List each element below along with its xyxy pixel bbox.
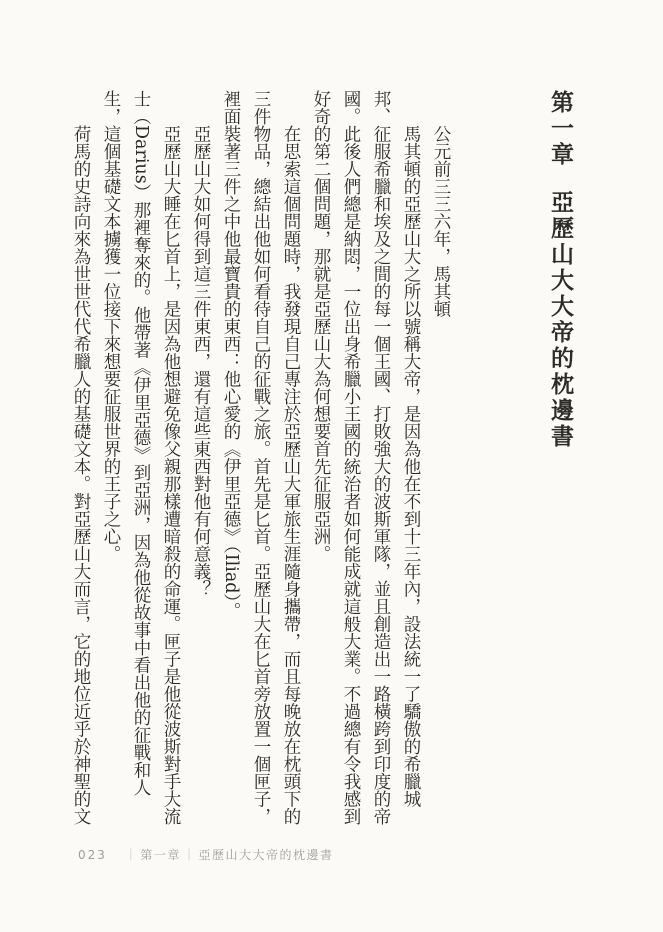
body-text: [66, 90, 456, 826]
body-paragraph: 馬其頓的亞歷山大之所以號稱大帝，是因為他在不到十三年內，設法統一了驕傲的希臘城邦、征服希臘和埃及之間的每一個王國、打敗強大的波斯軍隊，並且創造出一路橫跨到印度的帝國。此後人們總是納悶，一位出身希臘小王國的統治者如何能成就這般大業。不過總有令我感到好奇的第二個問題，那就是亞歷山大為何想要首先征服亞洲。: [311, 90, 421, 825]
page-footer: [78, 846, 333, 863]
body-paragraph: 亞歷山大如何得到這三件東西，還有這些東西對他有何意義？: [191, 125, 211, 598]
footer-separator: ｜: [124, 848, 139, 862]
chapter-number: 第一章: [547, 90, 574, 168]
body-paragraph: 在思索這個問題時，我發現自己專注於亞歷山大軍旅生涯隨身攜帶，而且每晚放在枕頭下的三件物品，總結出他如何看待自己的征戰之旅。首先是匕首。亞歷山大在匕首旁放置一個匣子，裡面裝著三件之中他最寶貴的東西：他心愛的《伊里亞德》（Iliad）。: [221, 90, 301, 825]
footer-separator: ｜: [182, 848, 197, 862]
footer-chapter-title: 亞歷山大大帝的枕邊書: [198, 848, 334, 862]
footer-chapter-label: 第一章: [140, 848, 181, 862]
chapter-title: 亞歷山大大帝的枕邊書: [547, 189, 574, 450]
page-number: 023: [78, 848, 107, 862]
body-paragraph: 荷馬的史詩向來為世世代代希臘人的基礎文本。對亞歷山大而言，它的地位近乎於神聖的文: [71, 125, 91, 825]
chapter-heading: [544, 90, 577, 826]
dateline: 公元前三三六年，馬其頓: [431, 125, 451, 318]
body-paragraph: 亞歷山大睡在匕首上，是因為他想避免像父親那樣遭暗殺的命運。匣子是他從波斯對手大流士（Darius）那裡奪來的。他帶著《伊里亞德》到亞洲，因為他從故事中看出他的征戰和人生，這個基礎文本擄獲一位接下來想要征服世界的王子之心。: [101, 90, 181, 825]
vertical-text-area: [66, 90, 577, 826]
